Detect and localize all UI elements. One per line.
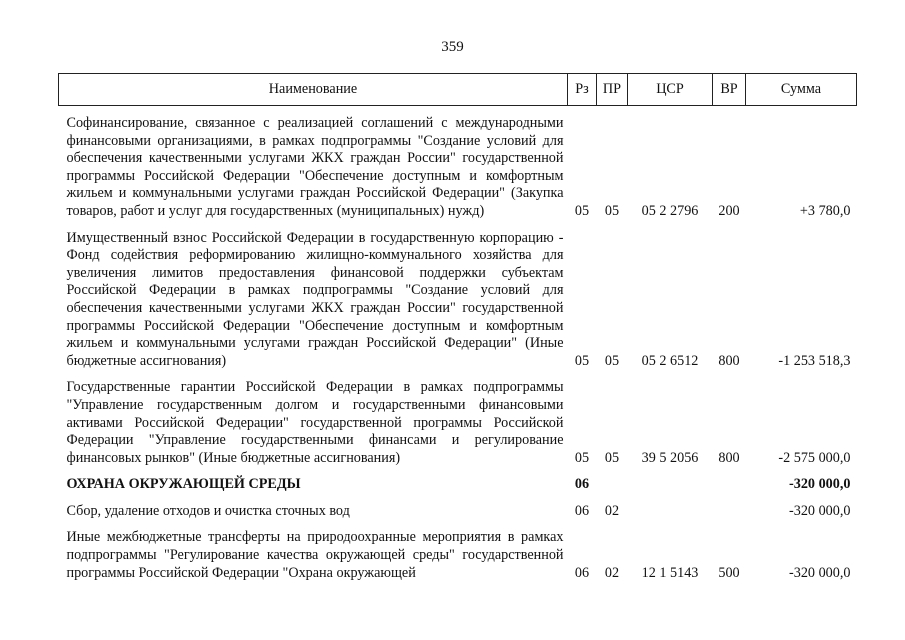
row-vr: 500 xyxy=(718,564,740,581)
row-pr: 02 xyxy=(604,564,620,581)
header-sum: Сумма xyxy=(746,74,857,106)
row-rz: 05 xyxy=(574,449,590,466)
row-vr: 200 xyxy=(718,202,740,219)
header-name: Наименование xyxy=(59,74,568,106)
row-vr xyxy=(713,503,746,521)
row-sum: -1 253 518,3 xyxy=(778,352,851,369)
table-row xyxy=(59,115,857,221)
row-rz: 05 xyxy=(574,202,590,219)
row-name: Софинансирование, связанное с реализацией соглашений с международными финансовыми организациями, в рамках подпрограммы "Создание условий для обеспечения качественными услугами ЖКХ граждан России" государственной программы Российской Федерации "Обеспечение доступным и комфортным жильем и коммунальными услугами граждан Российской Федерации" (Закупка товаров, работ и услуг для государственных (муниципальных) нужд) xyxy=(66,115,564,219)
row-rz: 05 xyxy=(574,352,590,369)
row-name: Имущественный взнос Российской Федерации в государственную корпорацию - Фонд содействия реформированию жилищно-коммунального хозяйства для увеличения лимитов предоставления финансовой поддержки субъектам Российской Федерации в рамках подпрограммы "Создание условий для обеспечения качественными услугами ЖКХ граждан России" государственной программы Российской Федерации "Обеспечение доступным и комфортным жильем и коммунальными услугами граждан Российской Федерации" (Иные бюджетные ассигнования) xyxy=(66,229,564,369)
row-csr: 12 1 5143 xyxy=(641,564,699,581)
row-vr: 800 xyxy=(718,449,740,466)
row-vr xyxy=(713,476,746,494)
row-rz: 06 xyxy=(574,476,590,493)
row-pr: 05 xyxy=(604,202,620,219)
section-name: ОХРАНА ОКРУЖАЮЩЕЙ СРЕДЫ xyxy=(66,476,301,493)
budget-table xyxy=(58,73,857,582)
row-name: Государственные гарантии Российской Федерации в рамках подпрограммы "Управление государственным долгом и государственными финансовыми активами Российской Федерации" государственной программы Российской Федерации "Управление государственными финансами и регулирование финансовых рынков" (Иные бюджетные ассигнования) xyxy=(66,379,564,466)
row-sum: -320 000,0 xyxy=(789,564,851,581)
row-csr xyxy=(628,476,713,494)
row-name: Сбор, удаление отходов и очистка сточных вод xyxy=(66,502,350,519)
page-number: 359 xyxy=(441,39,464,55)
header-rz: Рз xyxy=(568,74,597,106)
section-row xyxy=(59,476,857,494)
row-pr: 02 xyxy=(604,502,620,519)
table-row xyxy=(59,529,857,582)
row-rz: 06 xyxy=(574,502,590,519)
row-name: Иные межбюджетные трансферты на природоохранные мероприятия в рамках подпрограммы "Регулирование качества окружающей среды" государственной программы Российской Федерации "Охрана окружающей xyxy=(66,529,564,581)
table-row xyxy=(59,230,857,371)
row-vr: 800 xyxy=(718,352,740,369)
row-sum: +3 780,0 xyxy=(799,202,851,219)
row-sum: -320 000,0 xyxy=(789,502,851,519)
header-vr: ВР xyxy=(713,74,746,106)
row-pr: 05 xyxy=(604,352,620,369)
row-csr: 39 5 2056 xyxy=(641,449,699,466)
header-pr: ПР xyxy=(597,74,628,106)
table-header xyxy=(59,74,857,106)
row-sum: -320 000,0 xyxy=(789,476,851,493)
row-csr: 05 2 6512 xyxy=(641,352,699,369)
row-rz: 06 xyxy=(574,564,590,581)
row-csr xyxy=(628,503,713,521)
table-row xyxy=(59,379,857,467)
row-pr: 05 xyxy=(604,449,620,466)
header-csr: ЦСР xyxy=(628,74,713,106)
row-sum: -2 575 000,0 xyxy=(778,449,851,466)
row-pr xyxy=(597,476,628,494)
row-csr: 05 2 2796 xyxy=(641,202,699,219)
table-row xyxy=(59,503,857,521)
